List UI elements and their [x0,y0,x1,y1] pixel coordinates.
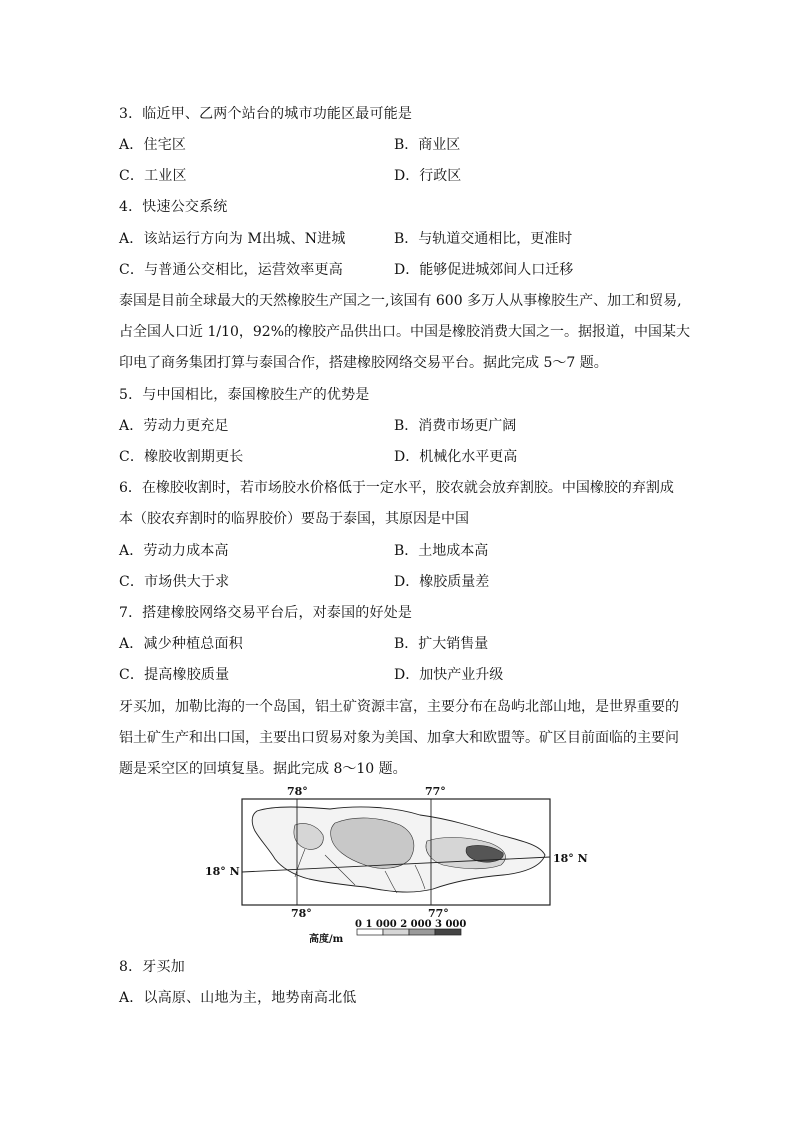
q4-option-c: C．与普通公交相比，运营效率更高 [119,262,343,278]
passage1-line3: 印电了商务集团打算与泰国合作，搭建橡胶网络交易平台。据此完成 5～7 题。 [119,355,608,371]
legend-values: 0 1 000 2 000 3 000 [355,919,467,930]
q5-option-d: D．机械化水平更高 [394,449,518,465]
q3-option-d: D．行政区 [394,168,462,184]
q3-option-c: C．工业区 [119,168,187,184]
q4-option-a: A．该站运行方向为 M出城、N进城 [119,231,346,247]
q6-option-c: C．市场供大于求 [119,574,230,590]
passage2-line2: 铝土矿生产和出口国，主要出口贸易对象为美国、加拿大和欧盟等。矿区目前面临的主要问 [119,730,679,746]
lon-label-top-right: 77° [425,785,446,798]
q6-stem-line1: 6．在橡胶收割时，若市场胶水价格低于一定水平，胶农就会放弃割胶。中国橡胶的弃割成 [119,480,674,496]
q7-option-a: A．减少种植总面积 [119,636,243,652]
q7-option-d: D．加快产业升级 [394,667,504,683]
q5-stem: 5．与中国相比，泰国橡胶生产的优势是 [119,387,370,403]
q4-option-d: D．能够促进城郊间人口迁移 [394,262,574,278]
passage2-line3: 题是采空区的回填复垦。据此完成 8～10 题。 [119,761,407,777]
q3-stem: 3．临近甲、乙两个站台的城市功能区最可能是 [119,106,413,122]
q7-option-c: C．提高橡胶质量 [119,667,230,683]
q7-option-b: B．扩大销售量 [394,636,489,652]
q5-option-c: C．橡胶收割期更长 [119,449,244,465]
passage2-line1: 牙买加，加勒比海的一个岛国，铝土矿资源丰富，主要分布在岛屿北部山地，是世界重要的 [119,699,679,715]
jamaica-relief-map [205,785,588,945]
lon-label-bottom-right: 77° [428,907,449,920]
passage1-line2: 占全国人口近 1/10，92%的橡胶产品供出口。中国是橡胶消费大国之一。据报道，中国某大 [119,324,691,340]
q5-option-a: A．劳动力更充足 [119,418,229,434]
legend-title: 高度/m [309,934,344,945]
q3-option-a: A．住宅区 [119,137,187,153]
q8-option-a: A．以高原、山地为主，地势南高北低 [119,990,357,1006]
lat-label-right: 18° N [553,852,588,865]
q6-option-d: D．橡胶质量差 [394,574,490,590]
lat-label-left: 18° N [205,865,240,878]
lon-label-top-left: 78° [287,785,308,798]
q7-stem: 7．搭建橡胶网络交易平台后，对泰国的好处是 [119,605,413,621]
q6-stem-line2: 本（胶农弃割时的临界胶价）要岛于泰国，其原因是中国 [119,511,469,527]
q6-option-b: B．土地成本高 [394,543,489,559]
q8-stem: 8．牙买加 [119,959,185,975]
lon-label-bottom-left: 78° [291,907,312,920]
q5-option-b: B．消费市场更广阔 [394,418,517,434]
q4-option-b: B．与轨道交通相比，更准时 [394,231,573,247]
q6-option-a: A．劳动力成本高 [119,543,229,559]
q3-option-b: B．商业区 [394,137,461,153]
q4-stem: 4．快速公交系统 [119,199,228,215]
passage1-line1: 泰国是目前全球最大的天然橡胶生产国之一,该国有 600 多万人从事橡胶生产、加工和贸易, [119,293,682,309]
